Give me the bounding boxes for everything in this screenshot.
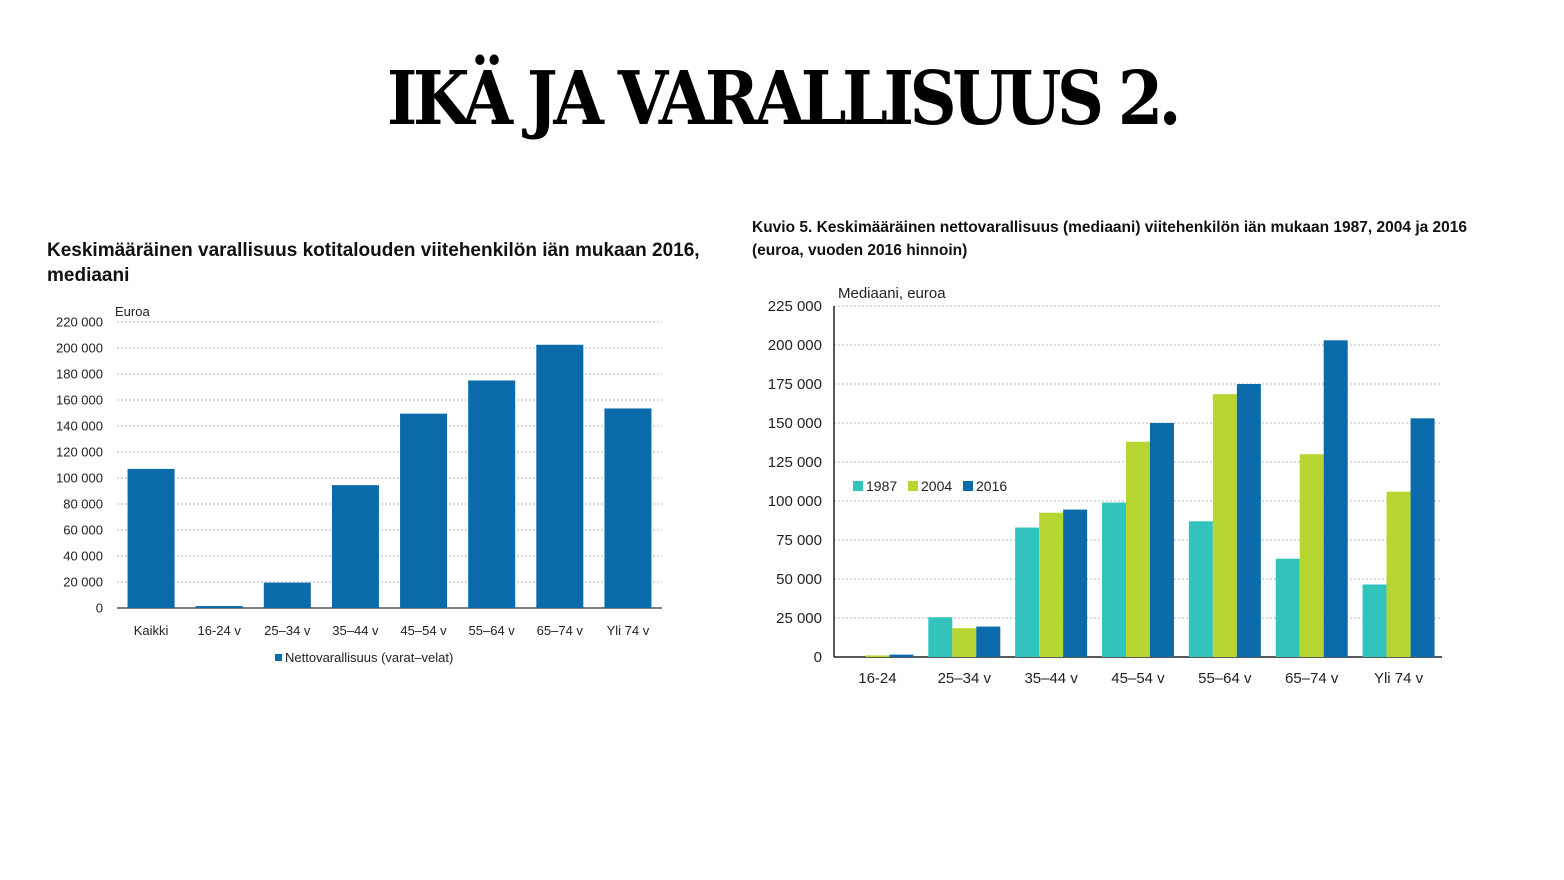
chart1-y-tick-label: 200 000 (56, 340, 103, 356)
chart1-y-tick-label: 220 000 (56, 314, 103, 330)
chart1-y-tick-label: 0 (95, 600, 103, 616)
chart2-x-tick-label: 55–64 v (1198, 670, 1252, 687)
chart1-x-tick-label: 55–64 v (468, 623, 515, 638)
chart2-x-tick-label: Yli 74 v (1373, 670, 1424, 687)
chart2-bar-2016 (1063, 510, 1087, 657)
chart1-x-tick-label: 35–44 v (332, 623, 379, 638)
chart2-bar-2004 (1213, 394, 1237, 657)
chart2-y-tick-label: 75 000 (776, 532, 822, 549)
chart1-y-tick-label: 60 000 (63, 522, 103, 538)
chart2-legend-label: 2004 (921, 478, 953, 494)
chart2-legend-label: 1987 (866, 478, 898, 494)
chart1-x-tick-label: 65–74 v (536, 623, 583, 638)
chart2-y-tick-label: 0 (813, 649, 822, 666)
chart1-y-tick-label: 40 000 (63, 548, 103, 564)
chart2-y-tick-label: 150 000 (767, 415, 822, 432)
chart2-bar-1987 (1189, 521, 1213, 657)
chart1-y-tick-label: 180 000 (56, 366, 103, 382)
chart2-bar-2004 (1039, 513, 1063, 657)
chart2-bar-1987 (1276, 559, 1300, 657)
chart2-bar-2004 (1387, 492, 1411, 657)
chart2-legend-label: 2016 (976, 478, 1008, 494)
chart2-bar-1987 (1102, 503, 1126, 657)
chart2-x-tick-label: 45–54 v (1111, 670, 1165, 687)
chart2-bar-2016 (1411, 418, 1435, 657)
chart1-y-tick-label: 120 000 (56, 444, 103, 460)
chart2-y-tick-label: 100 000 (767, 493, 822, 510)
chart2-x-tick-label: 65–74 v (1285, 670, 1339, 687)
chart1-x-tick-label: 16-24 v (197, 623, 241, 638)
chart2-bar-1987 (1015, 528, 1039, 657)
chart2-legend-swatch (908, 481, 918, 491)
chart1-y-tick-label: 140 000 (56, 418, 103, 434)
chart1-y-tick-label: 80 000 (63, 496, 103, 512)
chart2-y-tick-label: 25 000 (776, 610, 822, 627)
chart2-y-tick-label: 225 000 (767, 298, 822, 315)
chart2-bar-2004 (1126, 442, 1150, 657)
chart2-bar-2016 (1237, 384, 1261, 657)
slide-title: IKÄ JA VARALLISUUS 2. (386, 56, 1178, 142)
chart1-y-tick-label: 160 000 (56, 392, 103, 408)
chart2-legend-swatch (853, 481, 863, 491)
chart2-y-tick-label: 175 000 (767, 376, 822, 393)
chart2-bar-1987 (1363, 584, 1387, 657)
chart1-x-tick-label: 45–54 v (400, 623, 447, 638)
chart2-legend-swatch (963, 481, 973, 491)
chart2-y-axis-label: Mediaani, euroa (838, 285, 946, 302)
chart1-y-axis-label: Euroa (115, 304, 150, 319)
chart2-bar-1987 (928, 617, 952, 657)
chart2-bar-2016 (1150, 423, 1174, 657)
chart2-x-tick-label: 16-24 (858, 670, 897, 687)
chart2-title: Kuvio 5. Keskimääräinen nettovarallisuus (mediaani) viitehenkilön iän mukaan 1987, 2004 ja 2016 (euroa, vuoden 2016 hinnoin) (752, 219, 1468, 259)
chart1-y-tick-label: 20 000 (63, 574, 103, 590)
chart2-bar-2004 (865, 655, 889, 657)
chart1-title: Keskimääräinen varallisuus kotitalouden viitehenkilön iän mukaan 2016, mediaani (47, 240, 700, 286)
chart2-y-tick-label: 200 000 (767, 337, 822, 354)
chart2-y-tick-label: 50 000 (776, 571, 822, 588)
chart1-x-tick-label: Kaikki (133, 623, 169, 638)
chart1-legend-label: Nettovarallisuus (varat–velat) (285, 650, 454, 665)
chart2-x-tick-label: 35–44 v (1024, 670, 1078, 687)
chart2-bar-2004 (952, 628, 976, 657)
chart1-y-tick-label: 100 000 (56, 470, 103, 486)
chart1-x-tick-label: 25–34 v (264, 623, 311, 638)
chart2-bar-2016 (1324, 340, 1348, 657)
chart2-x-tick-label: 25–34 v (937, 670, 991, 687)
chart2-y-tick-label: 125 000 (767, 454, 822, 471)
chart2-bar-2004 (1300, 454, 1324, 657)
chart2-bar-2016 (976, 627, 1000, 657)
chart1-x-tick-label: Yli 74 v (606, 623, 650, 638)
chart2-bar-2016 (889, 655, 913, 657)
